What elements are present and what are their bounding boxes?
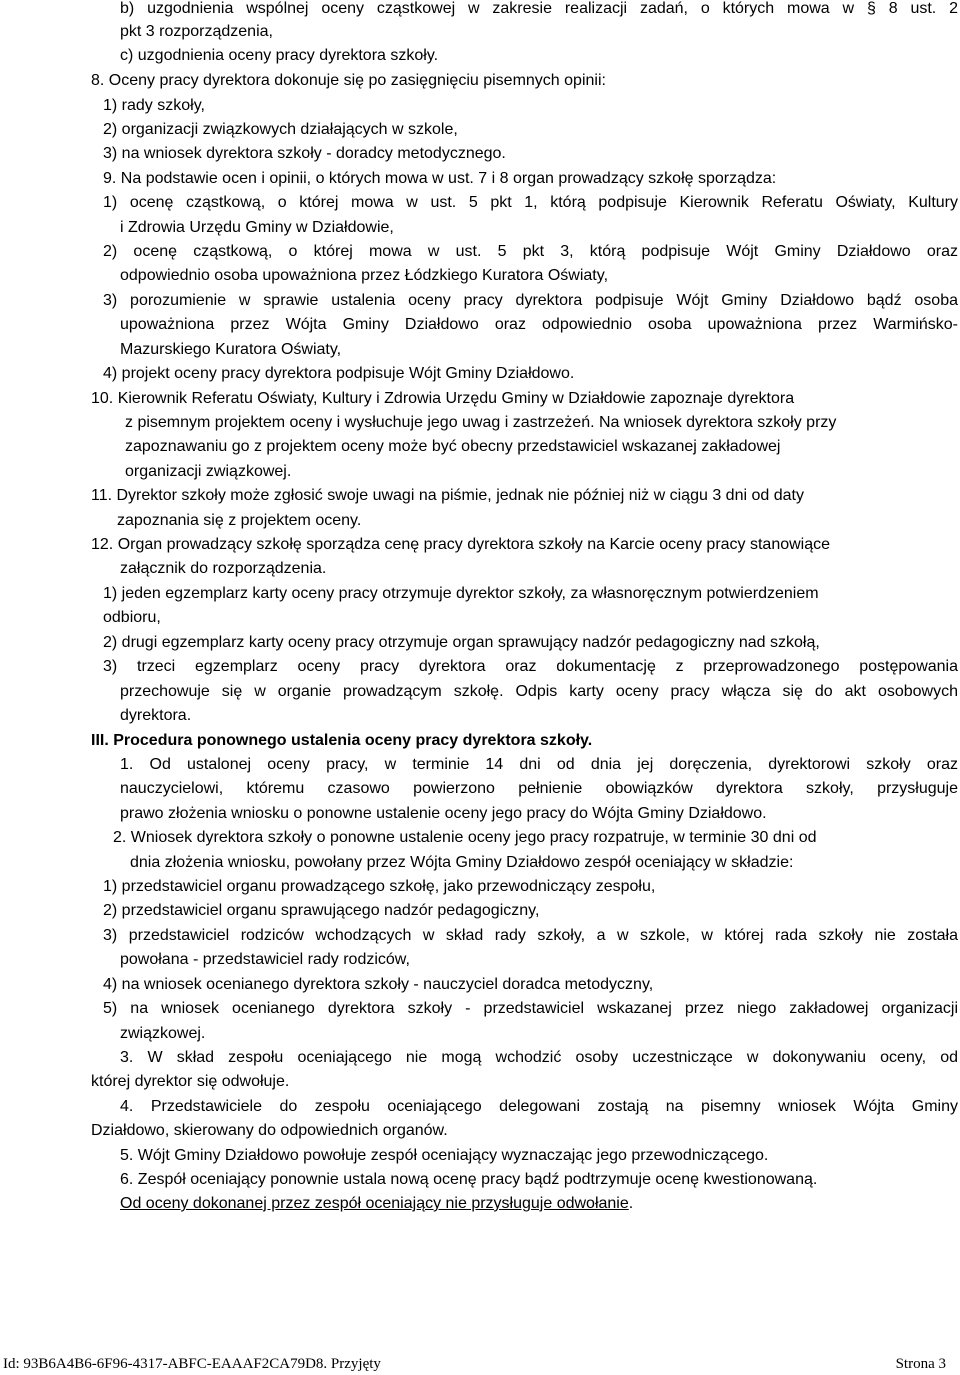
text-line: 5. Wójt Gminy Działdowo powołuje zespół oceniający wyznaczając jego przewodniczącego. — [120, 1147, 769, 1164]
text-line: dnia złożenia wniosku, powołany przez Wójta Gminy Działdowo zespół oceniający w składzie: — [130, 854, 794, 871]
text-line: odpowiednio osoba upoważniona przez Łódzkiego Kuratora Oświaty, — [120, 267, 609, 284]
text-line: związkowej. — [120, 1025, 206, 1042]
text-line: 4. Przedstawiciele do zespołu oceniającego delegowani zostają na pisemny wniosek Wójta Gminy — [120, 1098, 958, 1115]
text-line: 12. Organ prowadzący szkołę sporządza cenę pracy dyrektora szkoły na Karcie oceny pracy stanowiące — [91, 536, 831, 553]
final-statement — [120, 1193, 633, 1215]
text-line: Mazurskiego Kuratora Oświaty, — [120, 341, 342, 358]
text-line: 5) na wniosek ocenianego dyrektora szkoły - przedstawiciel wskazanej przez niego zakładowej organizacji — [103, 1000, 958, 1017]
text-line: Działdowo, skierowany do odpowiednich organów. — [91, 1122, 448, 1139]
text-line: załącznik do rozporządzenia. — [120, 560, 327, 577]
text-line: 6. Zespół oceniający ponownie ustala nową ocenę pracy bądź podtrzymuje ocenę kwestionowaną. — [120, 1171, 818, 1188]
text-line: 2. Wniosek dyrektora szkoły o ponowne ustalenie oceny jego pracy rozpatruje, w terminie 30 dni od — [113, 829, 817, 846]
text-line: zapoznawaniu go z projektem oceny może być obecny przedstawiciel wskazanej zakładowej — [125, 438, 781, 455]
text-line: 11. Dyrektor szkoły może zgłosić swoje uwagi na piśmie, jednak nie później niż w ciągu 3 dni od daty — [91, 487, 804, 504]
text-line: 2) przedstawiciel organu sprawującego nadzór pedagogiczny, — [103, 902, 540, 919]
text-line: 2) ocenę cząstkową, o której mowa w ust. 5 pkt 3, którą podpisuje Wójt Gminy Działdowo oraz — [103, 243, 958, 260]
text-line: 1. Od ustalonej oceny pracy, w terminie 14 dni od dnia jej doręczenia, dyrektorowi szkoły oraz — [120, 756, 958, 773]
page-number: Strona 3 — [895, 1356, 946, 1372]
text-line: 1) rady szkoły, — [103, 97, 205, 114]
text-line: 9. Na podstawie ocen i opinii, o których mowa w ust. 7 i 8 organ prowadzący szkołę sporządza: — [103, 170, 777, 187]
text-line: przechowuje się w organie prowadzącym szkołę. Odpis karty oceny pracy włącza się do akt osobowych — [120, 683, 958, 700]
text-line: organizacji związkowej. — [125, 463, 292, 480]
text-line: 8. Oceny pracy dyrektora dokonuje się po zasięgnięciu pisemnych opinii: — [91, 72, 606, 89]
text-line: z pisemnym projektem oceny i wysłuchuje jego uwag i zastrzeżeń. Na wniosek dyrektora szkoły przy — [125, 414, 837, 431]
text-line: upoważniona przez Wójta Gminy Działdowo oraz odpowiednio osoba upoważniona przez Warmińsko- — [120, 316, 958, 333]
text-line: 3. W skład zespołu oceniającego nie mogą wchodzić osoby uczestniczące w dokonywaniu oceny, od — [120, 1049, 958, 1066]
text-line: 1) jeden egzemplarz karty oceny pracy otrzymuje dyrektor szkoły, za własnoręcznym potwierdzeniem — [103, 585, 819, 602]
text-line: b) uzgodnienia wspólnej oceny cząstkowej w zakresie realizacji zadań, o których mowa w § 8 ust. 2 — [120, 0, 958, 17]
text-line: pkt 3 rozporządzenia, — [120, 23, 273, 40]
text-line: 1) ocenę cząstkową, o której mowa w ust. 5 pkt 1, którą podpisuje Kierownik Referatu Oświaty, Kultury — [103, 194, 958, 211]
text-line: 1) przedstawiciel organu prowadzącego szkołę, jako przewodniczący zespołu, — [103, 878, 656, 895]
text-line: 4) projekt oceny pracy dyrektora podpisuje Wójt Gminy Działdowo. — [103, 365, 575, 382]
text-line: dyrektora. — [120, 707, 192, 724]
document-id: Id: 93B6A4B6-6F96-4317-ABFC-EAAAF2CA79D8. Przyjęty — [3, 1356, 381, 1372]
final-statement-text: Od oceny dokonanej przez zespół oceniający nie przysługuje odwołanie — [120, 1195, 629, 1212]
section-heading: III. Procedura ponownego ustalenia oceny pracy dyrektora szkoły. — [91, 732, 593, 749]
text-line: 3) przedstawiciel rodziców wchodzących w skład rady szkoły, a w szkole, w której rada szkoły nie została — [103, 927, 958, 944]
text-line: odbioru, — [103, 609, 161, 626]
final-statement-period: . — [628, 1195, 634, 1212]
text-line: i Zdrowia Urzędu Gminy w Działdowie, — [120, 219, 394, 236]
text-line: 2) drugi egzemplarz karty oceny pracy otrzymuje organ sprawujący nadzór pedagogiczny nad szkołą, — [103, 634, 820, 651]
text-line: c) uzgodnienia oceny pracy dyrektora szkoły. — [120, 47, 439, 64]
text-line: prawo złożenia wniosku o ponowne ustalenie oceny jego pracy do Wójta Gminy Działdowo. — [120, 805, 767, 822]
text-line: 3) porozumienie w sprawie ustalenia oceny pracy dyrektora podpisuje Wójt Gminy Działdowo bądź osoba — [103, 292, 958, 309]
text-line: zapoznania się z projektem oceny. — [117, 512, 362, 529]
text-line: 10. Kierownik Referatu Oświaty, Kultury i Zdrowia Urzędu Gminy w Działdowie zapoznaje dyrektora — [91, 390, 795, 407]
text-line: nauczycielowi, któremu czasowo powierzono pełnienie obowiązków dyrektora szkoły, przysługuje — [120, 780, 958, 797]
text-line: 3) trzeci egzemplarz oceny pracy dyrektora oraz dokumentację z przeprowadzonego postępowania — [103, 658, 958, 675]
text-line: 4) na wniosek ocenianego dyrektora szkoły - nauczyciel doradca metodyczny, — [103, 976, 654, 993]
text-line: 2) organizacji związkowych działających w szkole, — [103, 121, 458, 138]
text-line: której dyrektor się odwołuje. — [91, 1073, 290, 1090]
text-line: powołana - przedstawiciel rady rodziców, — [120, 951, 410, 968]
text-line: 3) na wniosek dyrektora szkoły - doradcy metodycznego. — [103, 145, 506, 162]
